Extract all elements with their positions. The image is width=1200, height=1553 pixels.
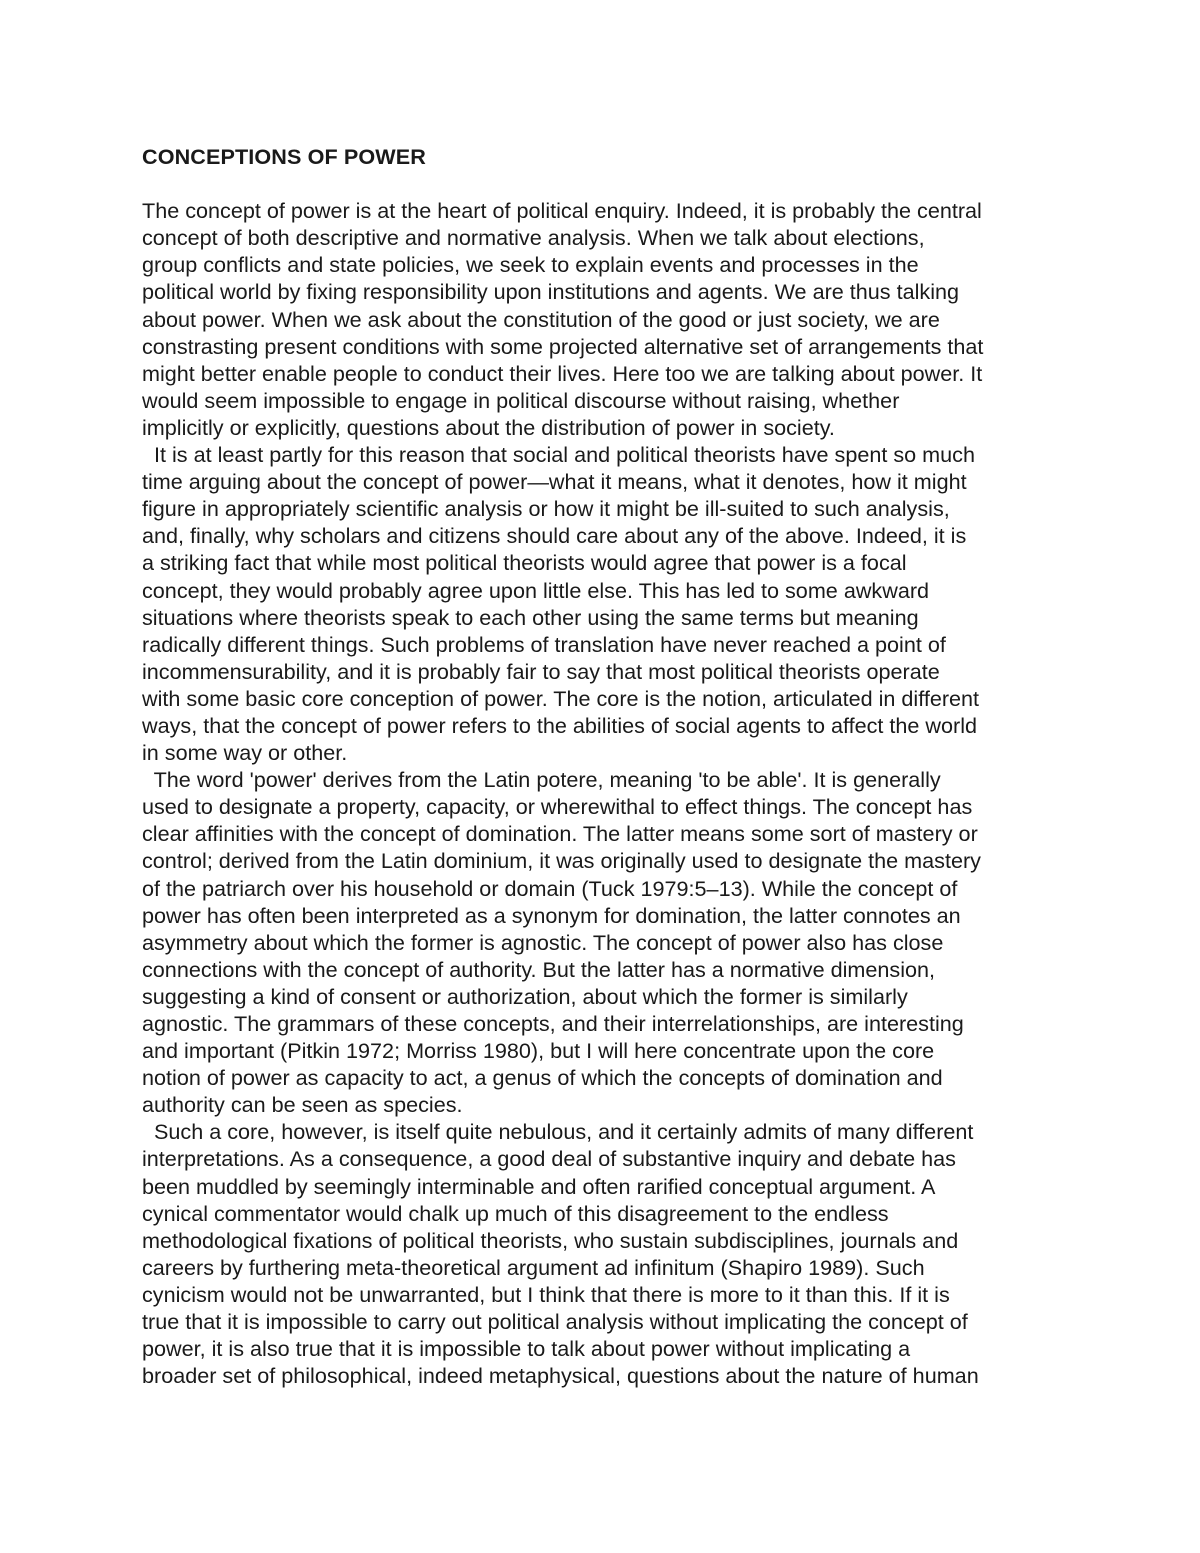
text-line: and, finally, why scholars and citizens should care about any of the above. Indeed, it is [142, 523, 967, 549]
text-line: in some way or other. [142, 740, 348, 766]
text-line: suggesting a kind of consent or authorization, about which the former is similarly [142, 983, 908, 1009]
text-line: situations where theorists speak to each other using the same terms but meaning [142, 604, 919, 630]
text-line: about power. When we ask about the constitution of the good or just society, we are [142, 306, 940, 332]
paragraph-3 [142, 766, 1062, 1118]
text-line: cynicism would not be unwarranted, but I think that there is more to it than this. If it is [142, 1281, 950, 1307]
text-line: asymmetry about which the former is agnostic. The concept of power also has close [142, 929, 944, 955]
text-line: constrasting present conditions with some projected alternative set of arrangements that [142, 333, 984, 359]
text-line: power has often been interpreted as a synonym for domination, the latter connotes an [142, 902, 961, 928]
text-line: been muddled by seemingly interminable and often rarified conceptual argument. A [142, 1173, 936, 1199]
text-line: ways, that the concept of power refers to the abilities of social agents to affect the world [142, 712, 978, 738]
text-line: careers by furthering meta-theoretical argument ad infinitum (Shapiro 1989). Such [142, 1254, 925, 1280]
text-line: with some basic core conception of power. The core is the notion, articulated in different [142, 685, 980, 711]
text-line: concept, they would probably agree upon little else. This has led to some awkward [142, 577, 930, 603]
text-line: clear affinities with the concept of domination. The latter means some sort of mastery or [142, 821, 978, 847]
text-line: figure in appropriately scientific analysis or how it might be ill-suited to such analysis, [142, 496, 950, 522]
paragraph-1 [142, 197, 1062, 441]
text-line: The concept of power is at the heart of political enquiry. Indeed, it is probably the central [142, 198, 982, 224]
text-line: and important (Pitkin 1972; Morriss 1980), but I will here concentrate upon the core [142, 1038, 935, 1064]
text-line: group conflicts and state policies, we seek to explain events and processes in the [142, 252, 919, 278]
document-body [142, 143, 1062, 1389]
text-line: notion of power as capacity to act, a genus of which the concepts of domination and [142, 1065, 943, 1091]
document-title: CONCEPTIONS OF POWER [142, 144, 426, 169]
text-line: interpretations. As a consequence, a good deal of substantive inquiry and debate has [142, 1146, 956, 1172]
text-line: of the patriarch over his household or domain (Tuck 1979:5–13). While the concept of [142, 875, 958, 901]
text-line: radically different things. Such problems of translation have never reached a point of [142, 631, 946, 657]
text-line: concept of both descriptive and normative analysis. When we talk about elections, [142, 225, 925, 251]
text-line: control; derived from the Latin dominium, it was originally used to designate the mastery [142, 848, 981, 874]
text-line: methodological fixations of political theorists, who sustain subdisciplines, journals and [142, 1227, 959, 1253]
text-line: connections with the concept of authority. But the latter has a normative dimension, [142, 956, 936, 982]
text-line: broader set of philosophical, indeed metaphysical, questions about the nature of human [142, 1363, 979, 1389]
text-line: incommensurability, and it is probably fair to say that most political theorists operate [142, 658, 940, 684]
text-line: true that it is impossible to carry out political analysis without implicating the concept of [142, 1309, 968, 1335]
text-line: time arguing about the concept of power—what it means, what it denotes, how it might [142, 469, 967, 495]
paragraph-2 [142, 441, 1062, 766]
text-line: authority can be seen as species. [142, 1092, 463, 1118]
text-line: power, it is also true that it is impossible to talk about power without implicating a [142, 1336, 911, 1362]
text-line: The word 'power' derives from the Latin potere, meaning 'to be able'. It is generally [142, 767, 941, 793]
text-line: It is at least partly for this reason that social and political theorists have spent so much [142, 442, 975, 468]
text-line: would seem impossible to engage in political discourse without raising, whether [142, 387, 900, 413]
text-line: Such a core, however, is itself quite nebulous, and it certainly admits of many different [142, 1119, 974, 1145]
text-line: cynical commentator would chalk up much of this disagreement to the endless [142, 1200, 889, 1226]
text-line: agnostic. The grammars of these concepts, and their interrelationships, are interesting [142, 1011, 964, 1036]
text-line: used to designate a property, capacity, or wherewithal to effect things. The concept has [142, 794, 973, 820]
text-line: might better enable people to conduct their lives. Here too we are talking about power. It [142, 360, 983, 386]
paragraph-4 [142, 1118, 1062, 1389]
text-line: a striking fact that while most political theorists would agree that power is a focal [142, 550, 907, 576]
text-line: political world by fixing responsibility upon institutions and agents. We are thus talking [142, 279, 960, 305]
text-line: implicitly or explicitly, questions about the distribution of power in society. [142, 414, 835, 440]
